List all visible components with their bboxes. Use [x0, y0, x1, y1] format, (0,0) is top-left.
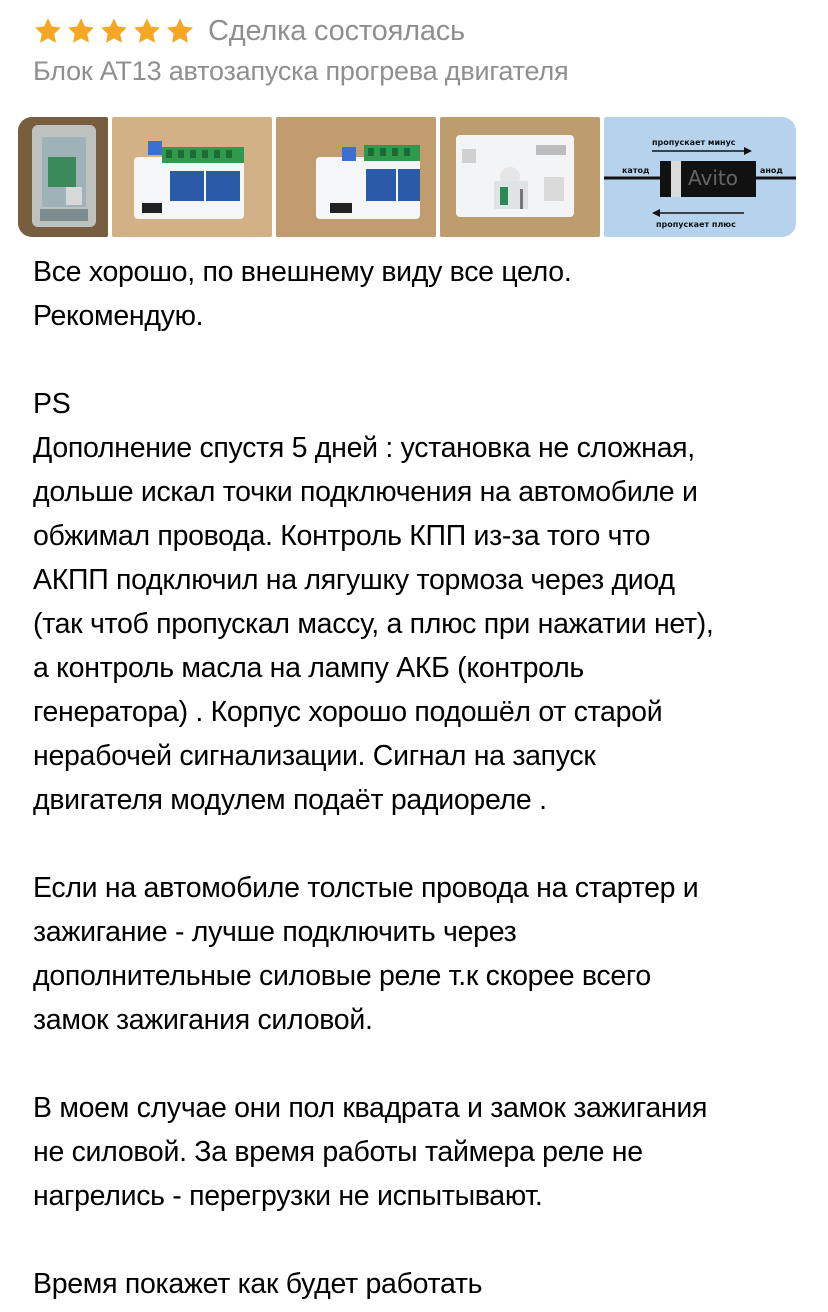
photo-thumbnail[interactable] — [276, 117, 436, 237]
review-line: нерабочей сигнализации. Сигнал на запуск — [33, 740, 596, 772]
item-title[interactable]: Блок АТ13 автозапуска прогрева двигателя — [33, 56, 569, 86]
review-line: АКПП подключил на лягушку тормоза через диод — [33, 564, 675, 596]
star-icon — [33, 16, 63, 46]
product-photo-board-icon — [112, 117, 272, 237]
review-line: дополнительные силовые реле т.к скорее всего — [33, 960, 651, 992]
review-line: двигателя модулем подаёт радиореле . — [33, 784, 547, 816]
photo-thumbnail[interactable] — [112, 117, 272, 237]
paragraph-gap — [33, 1042, 813, 1086]
paragraph-gap — [33, 1218, 813, 1262]
review-line: Все хорошо, по внешнему виду все цело. — [33, 256, 572, 288]
review-line: а контроль масла на лампу АКБ (контроль — [33, 652, 584, 684]
review-line: В моем случае они пол квадрата и замок зажигания — [33, 1092, 708, 1124]
review-line: генератора) . Корпус хорошо подошёл от старой — [33, 696, 663, 728]
review-line: нагрелись - перегрузки не испытывают. — [33, 1180, 543, 1212]
photo-gallery — [18, 117, 796, 237]
diode-left-label: катод — [622, 166, 650, 175]
photo-thumbnail[interactable] — [440, 117, 600, 237]
review-line: обжимал провода. Контроль КПП из-за того что — [33, 520, 651, 552]
review-line: не силовой. За время работы таймера реле не — [33, 1136, 643, 1168]
review-line: Время покажет как будет работать — [33, 1268, 483, 1300]
diode-right-label: анод — [760, 166, 783, 175]
review-line: Рекомендую. — [33, 300, 204, 332]
review-line: зажигание - лучше подключить через — [33, 916, 517, 948]
review-line: дольше искал точки подключения на автомобиле и — [33, 476, 698, 508]
paragraph-gap — [33, 338, 813, 382]
diode-bottom-label: пропускает плюс — [656, 220, 736, 229]
rating-stars — [33, 16, 198, 46]
product-photo-board-back-icon — [440, 117, 600, 237]
review-line: Если на автомобиле толстые провода на стартер и — [33, 872, 699, 904]
star-icon — [165, 16, 195, 46]
diode-top-label: пропускает минус — [652, 138, 736, 147]
review-line: замок зажигания силовой. — [33, 1004, 373, 1036]
diode-diagram-icon — [604, 117, 796, 237]
review-line: (так чтоб пропускал массу, а плюс при нажатии нет), — [33, 608, 714, 640]
photo-thumbnail[interactable] — [18, 117, 108, 237]
star-icon — [66, 16, 96, 46]
review-header — [33, 12, 813, 87]
product-photo-package-icon — [18, 117, 108, 237]
star-icon — [99, 16, 129, 46]
paragraph-gap — [33, 822, 813, 866]
review-line: Дополнение спустя 5 дней : установка не сложная, — [33, 432, 695, 464]
product-photo-board-icon — [276, 117, 436, 237]
star-icon — [132, 16, 162, 46]
review-line: PS — [33, 388, 71, 420]
review-text — [33, 250, 813, 1306]
avito-watermark: Avito — [688, 166, 738, 190]
photo-thumbnail[interactable] — [604, 117, 796, 237]
rating-row — [33, 12, 813, 50]
deal-status: Сделка состоялась — [208, 14, 465, 47]
